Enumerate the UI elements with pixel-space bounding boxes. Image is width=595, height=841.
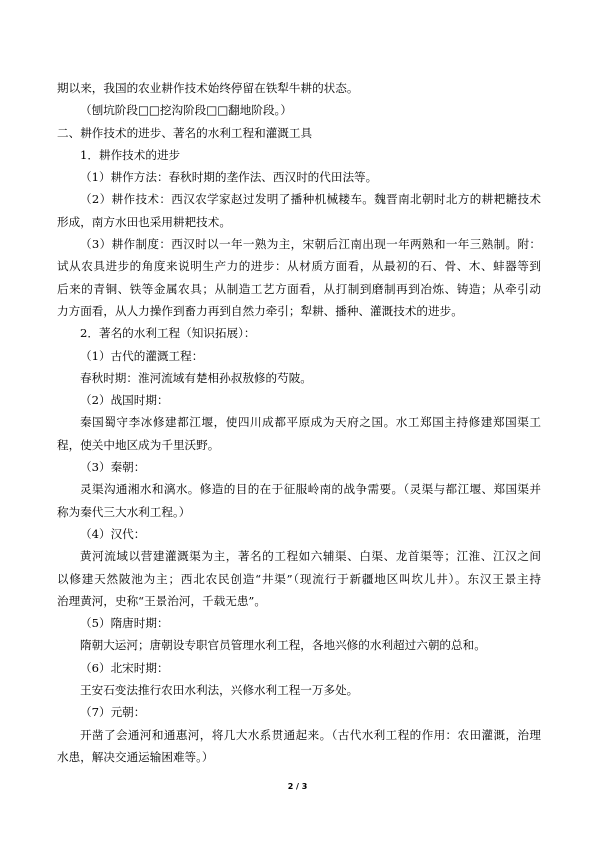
body-text-line: 水患，解决交通运输困难等。） <box>57 749 214 764</box>
item-cultivation-method: （1）耕作方法：春秋时期的垄作法、西汉时的代田法等。 <box>80 170 378 185</box>
item-heading: （7）元朝： <box>80 705 146 720</box>
body-text-line: 试从农具进步的角度来说明生产力的进步：从材质方面看，从最初的石、骨、木、蚌器等到 <box>57 259 541 274</box>
subsection-heading: 2．著名的水利工程（知识拓展）： <box>80 326 256 341</box>
body-text-line: 力方面看，从人力操作到畜力再到自然力牵引；犁耕、播种、灌溉技术的进步。 <box>57 303 463 318</box>
body-text-line: 称为秦代三大水利工程。） <box>57 504 191 519</box>
body-text-line: 隋朝大运河；唐朝设专职官员管理水利工程，各地兴修的水利超过六朝的总和。 <box>80 638 486 653</box>
body-text-line: 王安石变法推行农田水利法，兴修水利工程一万多处。 <box>80 683 359 698</box>
item-heading: （3）秦朝： <box>80 460 146 475</box>
body-text-line: 形成，南方水田也采用耕耙技术。 <box>57 214 231 229</box>
body-text-line: 灵渠沟通湘水和漓水。修造的目的在于征服岭南的战争需要。（灵渠与都江堰、郑国渠并 <box>80 482 541 497</box>
body-text-line: 程，使关中地区成为千里沃野。 <box>57 437 220 452</box>
body-text-line: 后来的青铜、铁等金属农具；从制造工艺方面看，从打制到磨制再到冶炼、铸造；从牵引动 <box>57 281 541 296</box>
body-text-line: 秦国蜀守李冰修建都江堰，使四川成都平原成为天府之国。水工郑国主持修建郑国渠工 <box>80 415 541 430</box>
item-heading: （2）战国时期： <box>80 393 169 408</box>
body-text-line: 开凿了会通河和通惠河，将几大水系贯通起来。（古代水利工程的作用：农田灌溉，治理 <box>80 727 541 742</box>
page-number: 2 / 3 <box>287 782 308 791</box>
item-cultivation-system: （3）耕作制度：西汉时以一年一熟为主，宋朝后江南出现一年两熟和一年三熟制。附： <box>80 237 541 252</box>
body-text-line: 黄河流域以营建灌溉渠为主，著名的工程如六辅渠、白渠、龙首渠等；江淮、江汉之间 <box>80 549 541 564</box>
stage-note-line: （刨坑阶段□□挖沟阶段□□翻地阶段。） <box>80 103 292 118</box>
body-text-line: 以修建天然陂池为主；西北农民创造“井渠”（现流行于新疆地区叫坎儿井）。东汉王景主持 <box>57 571 541 586</box>
item-heading: （6）北宋时期： <box>80 660 169 675</box>
item-cultivation-technique: （2）耕作技术：西汉农学家赵过发明了播种机械耧车。魏晋南北朝时北方的耕耙耱技术 <box>80 192 541 207</box>
section-heading: 二、耕作技术的进步、著名的水利工程和灌溉工具 <box>57 125 313 140</box>
item-heading: （1）古代的灌溉工程： <box>80 348 204 363</box>
item-heading: （5）隋唐时期： <box>80 616 169 631</box>
body-text-line: 春秋时期：淮河流域有楚相孙叔敖修的芍陂。 <box>80 370 312 385</box>
body-text-line: 治理黄河，史称“王景治河，千载无患”。 <box>57 593 266 608</box>
subsection-heading: 1．耕作技术的进步 <box>80 147 181 162</box>
item-heading: （4）汉代： <box>80 526 146 541</box>
page-body <box>57 77 541 768</box>
body-text-line: 期以来，我国的农业耕作技术始终停留在铁犁牛耕的状态。 <box>57 81 359 95</box>
